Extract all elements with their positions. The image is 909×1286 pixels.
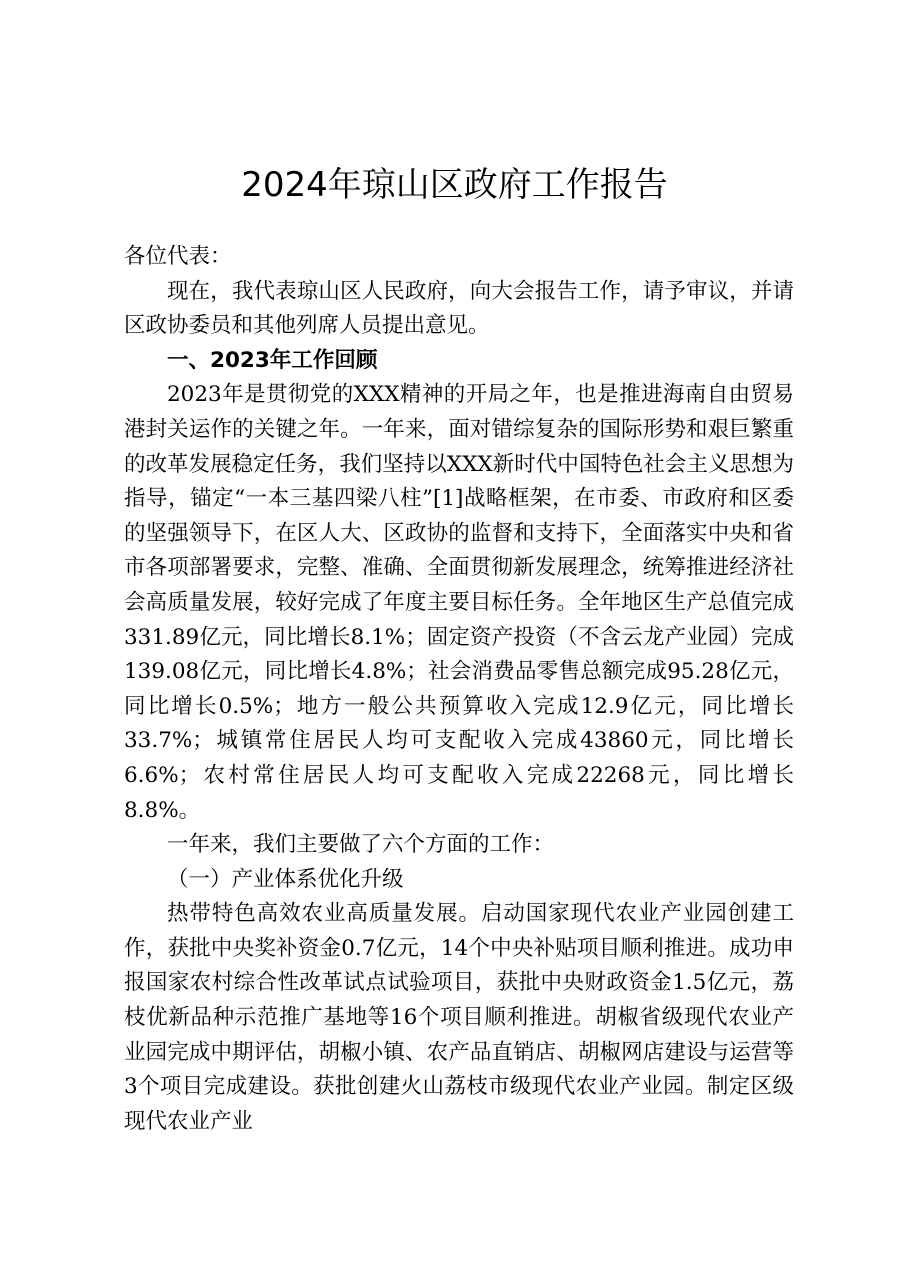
document-title: 2024年琼山区政府工作报告 — [241, 165, 668, 205]
document-body — [124, 240, 794, 1139]
review-paragraph: 2023年是贯彻党的XXX精神的开局之年，也是推进海南自由贸易港封关运作的关键之年。一年来，面对错综复杂的国际形势和艰巨繁重的改革发展稳定任务，我们坚持以XXX新时代中国特色社会主义思想为指导，锚定“一本三基四梁八柱”[1]战略框架，在市委、市政府和区委的坚强领导下，在区人大、区政协的监督和支持下，全面落实中央和省市各项部署要求，完整、准确、全面贯彻新发展理念，统筹推进经济社会高质量发展，较好完成了年度主要目标任务。全年地区生产总值完成331.89亿元，同比增长8.1%；固定资产投资（不含云龙产业园）完成139.08亿元，同比增长4.8%；社会消费品零售总额完成95.28亿元，同比增长0.5%；地方一般公共预算收入完成12.9亿元，同比增长33.7%；城镇常住居民人均可支配收入完成43860元，同比增长6.6%；农村常住居民人均可支配收入完成22268元，同比增长8.8%。 — [124, 382, 794, 823]
summary-paragraph: 一年来，我们主要做了六个方面的工作： — [167, 832, 555, 858]
intro-paragraph: 现在，我代表琼山区人民政府，向大会报告工作，请予审议，并请区政协委员和其他列席人员提出意见。 — [124, 278, 794, 339]
subsection-heading: （一）产业体系优化升级 — [167, 866, 404, 892]
section-heading: 一、2023年工作回顾 — [167, 347, 378, 373]
agriculture-paragraph: 热带特色高效农业高质量发展。启动国家现代农业产业园创建工作，获批中央奖补资金0.7亿元，14个中央补贴项目顺利推进。成功申报国家农村综合性改革试点试验项目，获批中央财政资金1.5亿元，荔枝优新品种示范推广基地等16个项目顺利推进。胡椒省级现代农业产业园完成中期评估，胡椒小镇、农产品直销店、胡椒网店建设与运营等3个项目完成建设。获批创建火山荔枝市级现代农业产业园。制定区级现代农业产业 — [124, 901, 794, 1134]
salutation: 各位代表： — [124, 244, 232, 269]
